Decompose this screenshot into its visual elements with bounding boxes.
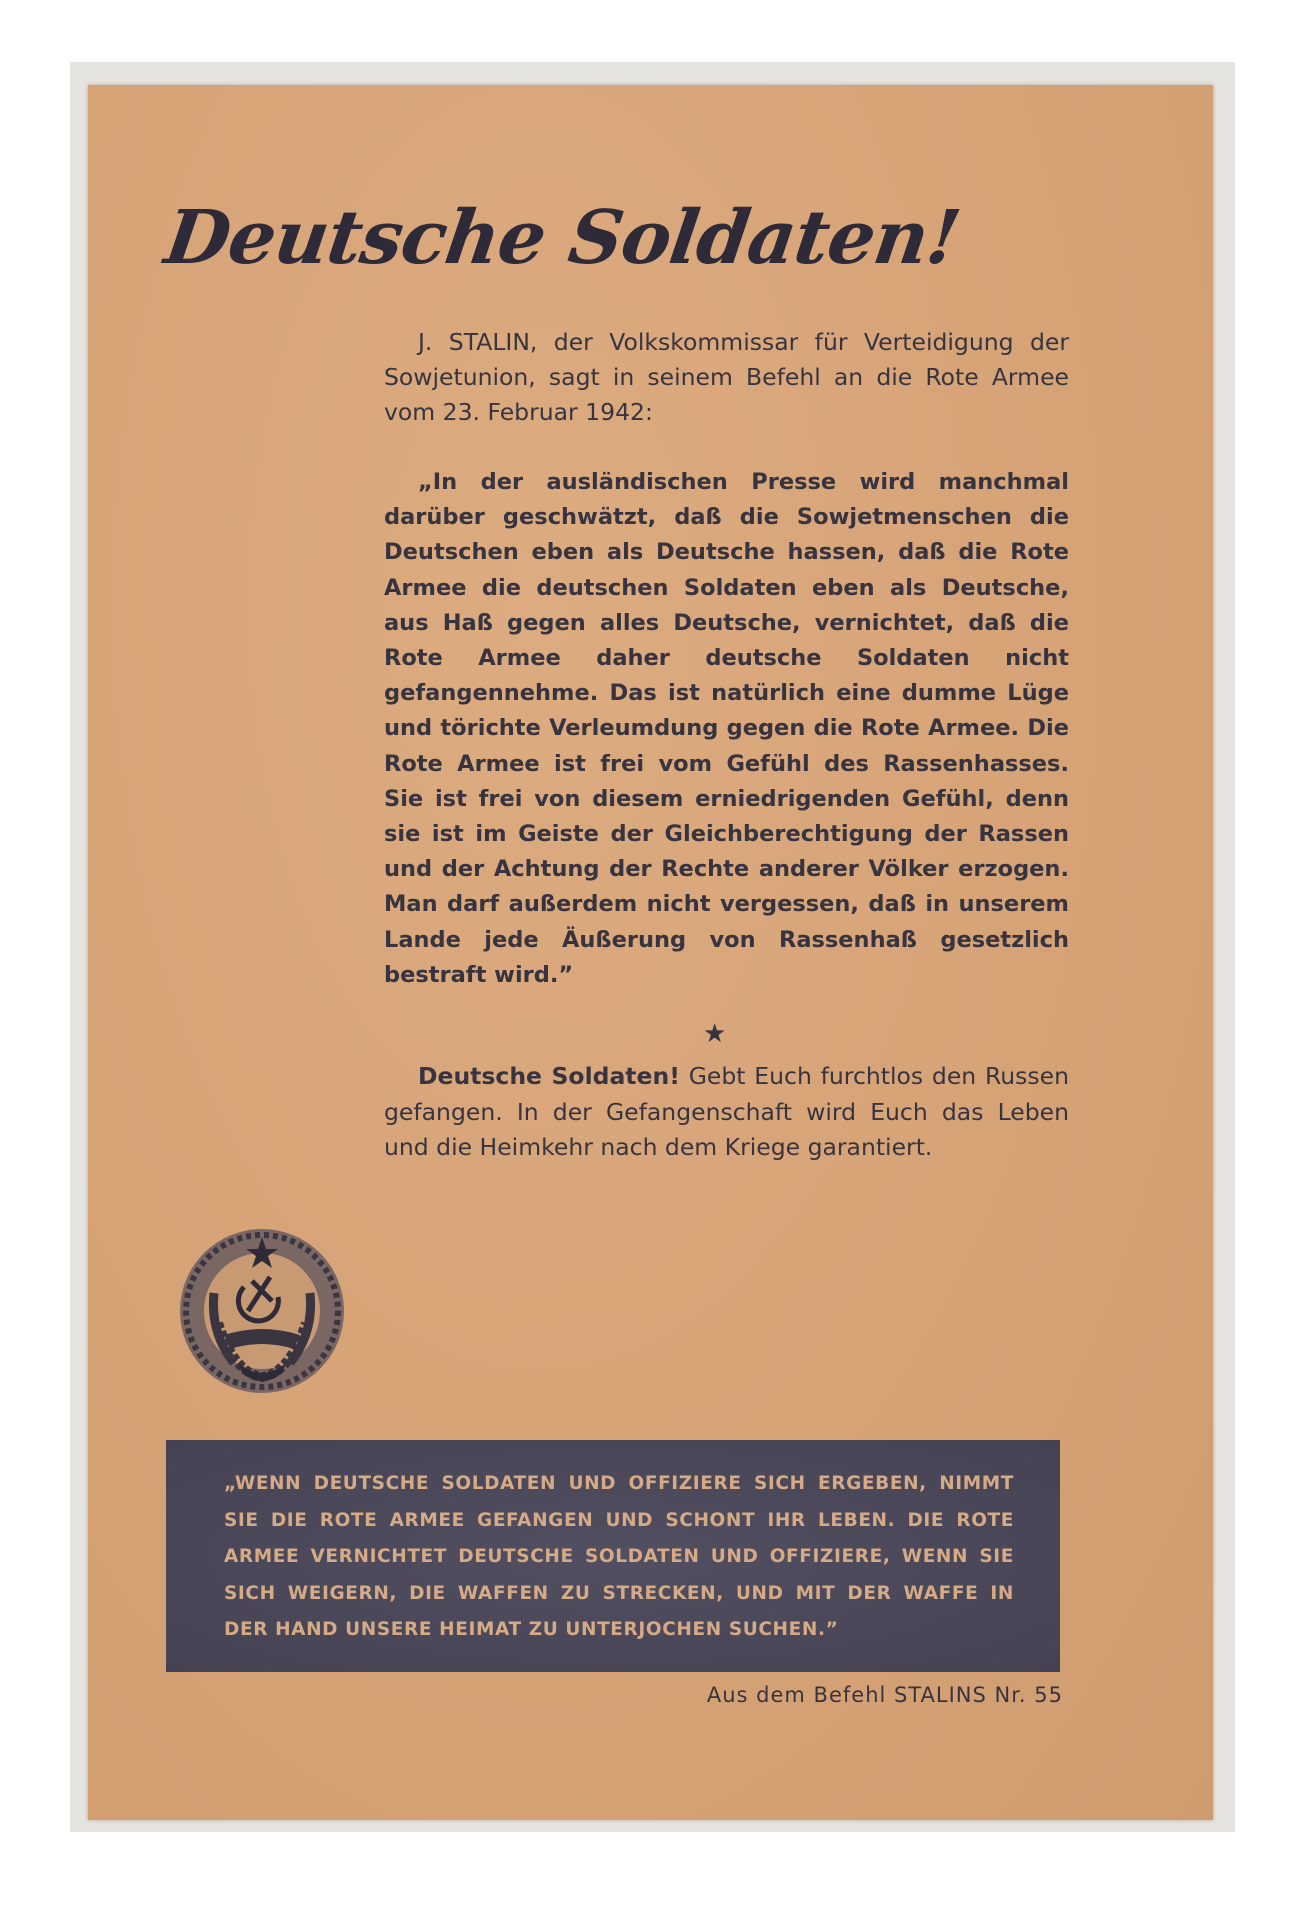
soviet-emblem-icon (174, 1223, 350, 1399)
leaflet-title: Deutsche Soldaten! (159, 195, 965, 281)
source-note: Aus dem Befehl STALINS Nr. 55 (706, 1683, 1063, 1707)
banner-quote: „WENN DEUTSCHE SOLDATEN UND OFFIZIERE SICH ERGEBEN, NIMMT SIE DIE ROTE ARMEE GEFANGEN UND SCHONT IHR LEBEN. DIE ROTE ARMEE VERNICHTET DEUTSCHE SOLDATEN UND OFFIZIERE, WENN SIE SICH WEIGERN, DIE WAFFEN ZU STRECKEN, UND MIT DER WAFFE IN DER HAND UNSERE HEIMAT ZU UNTERJOCHEN SUCHEN.” (224, 1473, 1014, 1640)
star-separator-icon: ★ (703, 1019, 727, 1049)
intro-paragraph: J. STALIN, der Volkskommissar für Verteidigung der Sowjetunion, sagt in seinem Befehl an die Rote Armee vom 23. Februar 1942: (384, 328, 1069, 426)
appeal-paragraph (384, 1059, 1069, 1166)
stalin-order-banner (166, 1440, 1060, 1672)
appeal-text: Gebt Euch furchtlos den Russen gefangen. In der Gefangenschaft wird Euch das Leben und die Heimkehr nach dem Kriege garantiert. (384, 1062, 1069, 1161)
stalin-quote: „In der ausländischen Presse wird manchmal darüber geschwätzt, daß die Sowjetmenschen die Deutschen eben als Deutsche hassen, daß die Rote Armee die deutschen Soldaten eben als Deutsche, aus Haß gegen alles Deutsche, vernichtet, daß die Rote Armee daher deutsche Soldaten nicht gefangennehme. Das ist natürlich eine dumme Lüge und törichte Verleumdung gegen die Rote Armee. Die Rote Armee ist frei vom Gefühl des Rassenhasses. Sie ist frei von diesem erniedrigenden Gefühl, denn sie ist im Geiste der Gleichberechtigung der Rassen und der Achtung der Rechte anderer Völker erzogen. Man darf außerdem nicht vergessen, daß in unserem Lande jede Äußerung von Rassenhaß gesetzlich bestraft wird.” (384, 469, 1069, 988)
leaflet-page (88, 85, 1213, 1820)
appeal-lead: Deutsche Soldaten! (418, 1062, 680, 1090)
